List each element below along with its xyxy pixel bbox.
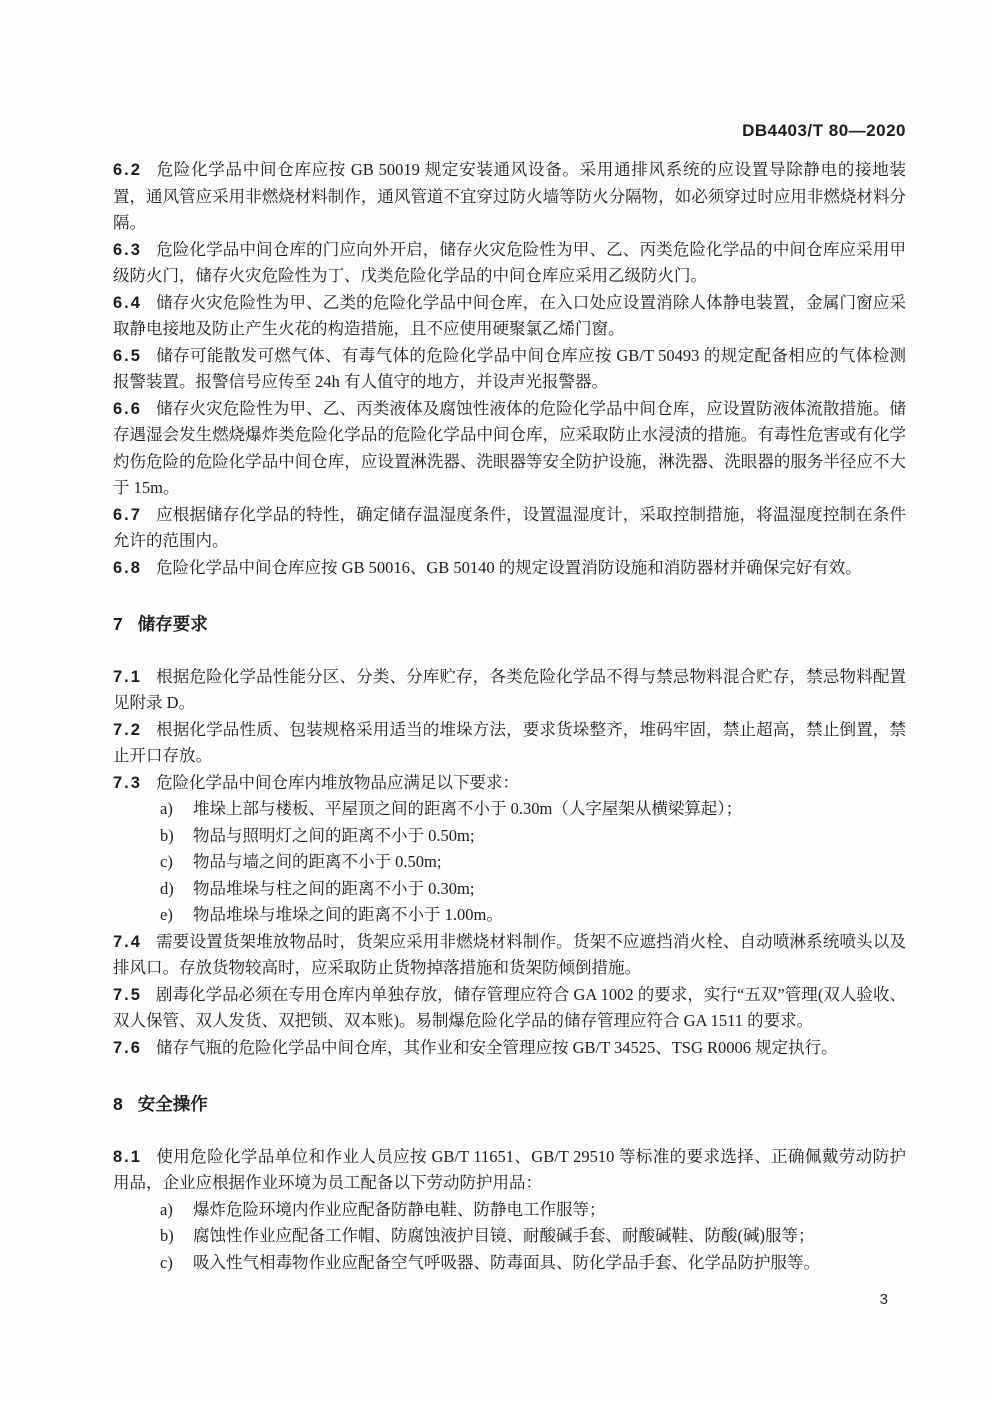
clause-number: 6.8 [113,558,142,577]
section-number: 7 [113,614,123,634]
clause-text: 应根据储存化学品的特性，确定储存温湿度条件，设置温湿度计，采取控制措施，将温湿度控制在条件允许的范围内。 [113,504,906,550]
clause-number: 7.4 [113,932,142,951]
list-marker: b) [160,825,174,845]
list-item-7-3-a [113,796,906,823]
clause-text: 危险化学品中间仓库的门应向外开启，储存火灾危险性为甲、乙、丙类危险化学品的中间仓库应采用甲级防火门，储存火灾危险性为丁、戊类危险化学品的中间仓库应采用乙级防火门。 [113,239,906,285]
document-content [0,142,992,1276]
list-item-text: 物品堆垛与堆垛之间的距离不小于 1.00m。 [193,905,503,924]
clause-number: 6.5 [113,346,142,365]
clause-number: 6.7 [113,505,142,524]
clause-6-3 [113,237,906,290]
list-marker: a) [160,1199,173,1219]
clause-text: 储存火灾危险性为甲、乙、丙类液体及腐蚀性液体的危险化学品中间仓库，应设置防液体流散措施。储存遇湿会发生燃烧爆炸类危险化学品的危险化学品中间仓库，应采取防止水浸渍的措施。有毒性危害或有化学灼伤危险的危险化学品中间仓库，应设置淋洗器、洗眼器等安全防护设施，淋洗器、洗眼器的服务半径应不大于 15m。 [113,398,906,497]
list-item-text: 物品与照明灯之间的距离不小于 0.50m; [193,825,475,845]
clause-6-8 [113,555,906,582]
clause-6-2 [113,157,906,237]
clause-8-1 [113,1144,906,1197]
clause-text: 使用危险化学品单位和作业人员应按 GB/T 11651、GB/T 29510 等标准的要求选择、正确佩戴劳动防护用品，企业应根据作业环境为员工配备以下劳动防护用品： [113,1146,906,1192]
section-title: 储存要求 [137,614,208,634]
list-marker: c) [160,852,173,871]
list-item-text: 爆炸危险环境内作业应配备防静电鞋、防静电工作服等； [193,1199,606,1219]
section-title: 安全操作 [137,1094,208,1114]
section-7-heading [113,611,906,638]
document-header [0,0,992,142]
list-item-8-1-a [113,1197,906,1224]
clause-number: 6.2 [113,161,142,179]
clause-text: 危险化学品中间仓库内堆放物品应满足以下要求： [155,772,519,792]
clause-text: 储存可能散发可燃气体、有毒气体的危险化学品中间仓库应按 GB/T 50493 的规定配备相应的气体检测报警装置。报警信号应传至 24h 有人值守的地方，并设声光报警器。 [113,345,906,391]
clause-text: 根据危险化学品性能分区、分类、分库贮存，各类危险化学品不得与禁忌物料混合贮存，禁忌物料配置见附录 D。 [113,666,906,712]
clause-text: 储存气瓶的危险化学品中间仓库，其作业和安全管理应按 GB/T 34525、TSG R0006 规定执行。 [155,1037,838,1057]
list-marker: c) [160,1252,173,1272]
list-marker: b) [160,1226,174,1245]
clause-number: 7.6 [113,1038,142,1057]
list-item-7-3-d [113,876,906,903]
doc-code: DB4403/T 80—2020 [742,121,906,140]
list-item-text: 吸入性气相毒物作业应配备空气呼吸器、防毒面具、防化学品手套、化学品防护服等。 [193,1252,820,1272]
clause-7-6 [113,1035,906,1062]
clause-number: 8.1 [113,1147,142,1166]
section-number: 8 [113,1094,123,1114]
clause-text: 根据化学品性质、包装规格采用适当的堆垛方法，要求货垛整齐，堆码牢固，禁止超高，禁止倒置，禁止开口存放。 [113,719,906,765]
clause-text: 剧毒化学品必须在专用仓库内单独存放，储存管理应符合 GA 1002 的要求，实行“五双”管理(双人验收、双人保管、双人发货、双把锁、双本账)。易制爆危险化学品的储存管理应符合 GA 1511 的要求。 [113,984,906,1030]
clause-7-4 [113,929,906,982]
clause-number: 7.5 [113,985,142,1004]
clause-number: 7.1 [113,667,142,686]
clause-6-7 [113,502,906,555]
list-item-text: 物品堆垛与柱之间的距离不小于 0.30m; [193,878,475,898]
list-item-text: 腐蚀性作业应配备工作帽、防腐蚀液护目镜、耐酸碱手套、耐酸碱鞋、防酸(碱)服等； [193,1226,815,1245]
list-item-7-3-c [113,849,906,876]
clause-number: 7.2 [113,720,142,739]
clause-7-2 [113,717,906,770]
clause-6-5 [113,343,906,396]
list-item-7-3-e [113,902,906,929]
clause-7-3 [113,770,906,797]
section-8-heading [113,1091,906,1118]
clause-7-5 [113,982,906,1035]
list-item-7-3-b [113,823,906,850]
list-item-8-1-b [113,1223,906,1250]
clause-6-6 [113,396,906,502]
page-number: 3 [879,1291,888,1308]
clause-text: 储存火灾危险性为甲、乙类的危险化学品中间仓库，在入口处应设置消除人体静电装置，金属门窗应采取静电接地及防止产生火花的构造措施，且不应使用硬聚氯乙烯门窗。 [113,292,906,338]
list-marker: e) [160,905,173,924]
list-marker: d) [160,878,174,898]
list-item-8-1-c [113,1250,906,1277]
clause-text: 危险化学品中间仓库应按 GB 50019 规定安装通风设备。采用通排风系统的应设置导除静电的接地装置，通风管应采用非燃烧材料制作，通风管道不宜穿过防火墙等防火分隔物，如必须穿过时应用非燃烧材料分隔。 [113,160,906,232]
clause-text: 危险化学品中间仓库应按 GB 50016、GB 50140 的规定设置消防设施和消防器材并确保完好有效。 [155,557,862,577]
clause-7-1 [113,664,906,717]
clause-number: 6.6 [113,399,142,418]
list-item-text: 堆垛上部与楼板、平屋顶之间的距离不小于 0.30m（人字屋架从横梁算起）； [193,799,743,818]
clause-number: 6.3 [113,240,142,259]
list-marker: a) [160,799,173,818]
list-item-text: 物品与墙之间的距离不小于 0.50m; [193,852,442,871]
clause-text: 需要设置货架堆放物品时，货架应采用非燃烧材料制作。货架不应遮挡消火栓、自动喷淋系统喷头以及排风口。存放货物较高时，应采取防止货物掉落措施和货架防倾倒措施。 [113,931,906,977]
clause-6-4 [113,290,906,343]
clause-number: 6.4 [113,293,142,312]
clause-number: 7.3 [113,773,142,792]
